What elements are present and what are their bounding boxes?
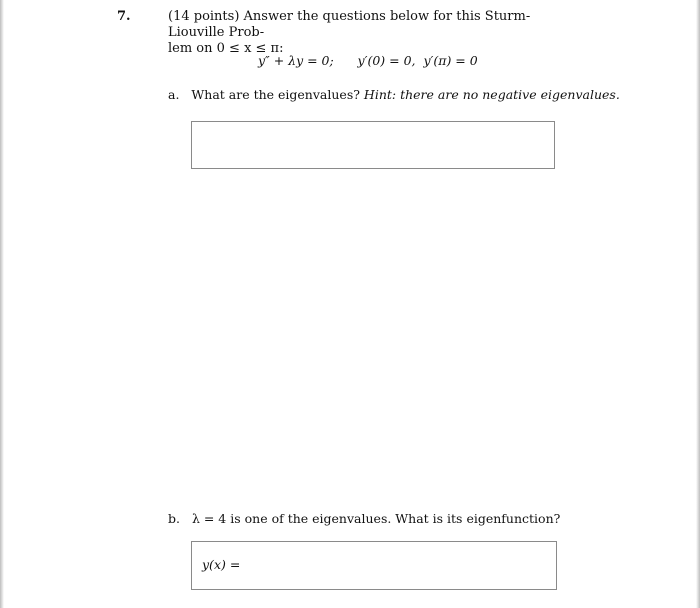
page-edge-shadow-left xyxy=(0,0,4,608)
part-b-label: b. xyxy=(168,511,180,526)
question-stem xyxy=(168,9,578,57)
part-a-question: What are the eigenvalues? xyxy=(191,87,360,102)
part-b-question: λ = 4 is one of the eigenvalues. What is its eigenfunction? xyxy=(191,511,561,526)
question-number: 7. xyxy=(117,9,131,24)
eigenvalues-answer-box[interactable] xyxy=(191,121,555,169)
part-a-prompt xyxy=(168,87,620,102)
eigenfunction-answer-box[interactable] xyxy=(191,541,557,590)
question-stem-line-1: (14 points) Answer the questions below for this Sturm-Liouville Prob- xyxy=(168,9,531,40)
page-edge-shadow-right xyxy=(696,0,700,608)
part-b-prompt xyxy=(168,511,560,526)
eigenfunction-answer-prefix: y(x) = xyxy=(202,557,241,572)
part-a-hint: Hint: there are no negative eigenvalues. xyxy=(363,87,620,102)
sturm-liouville-equation: y″ + λy = 0; y′(0) = 0, y′(π) = 0 xyxy=(258,53,478,68)
question-stem-line-2: lem on 0 ≤ x ≤ π: xyxy=(168,41,284,56)
part-a-label: a. xyxy=(168,87,180,102)
